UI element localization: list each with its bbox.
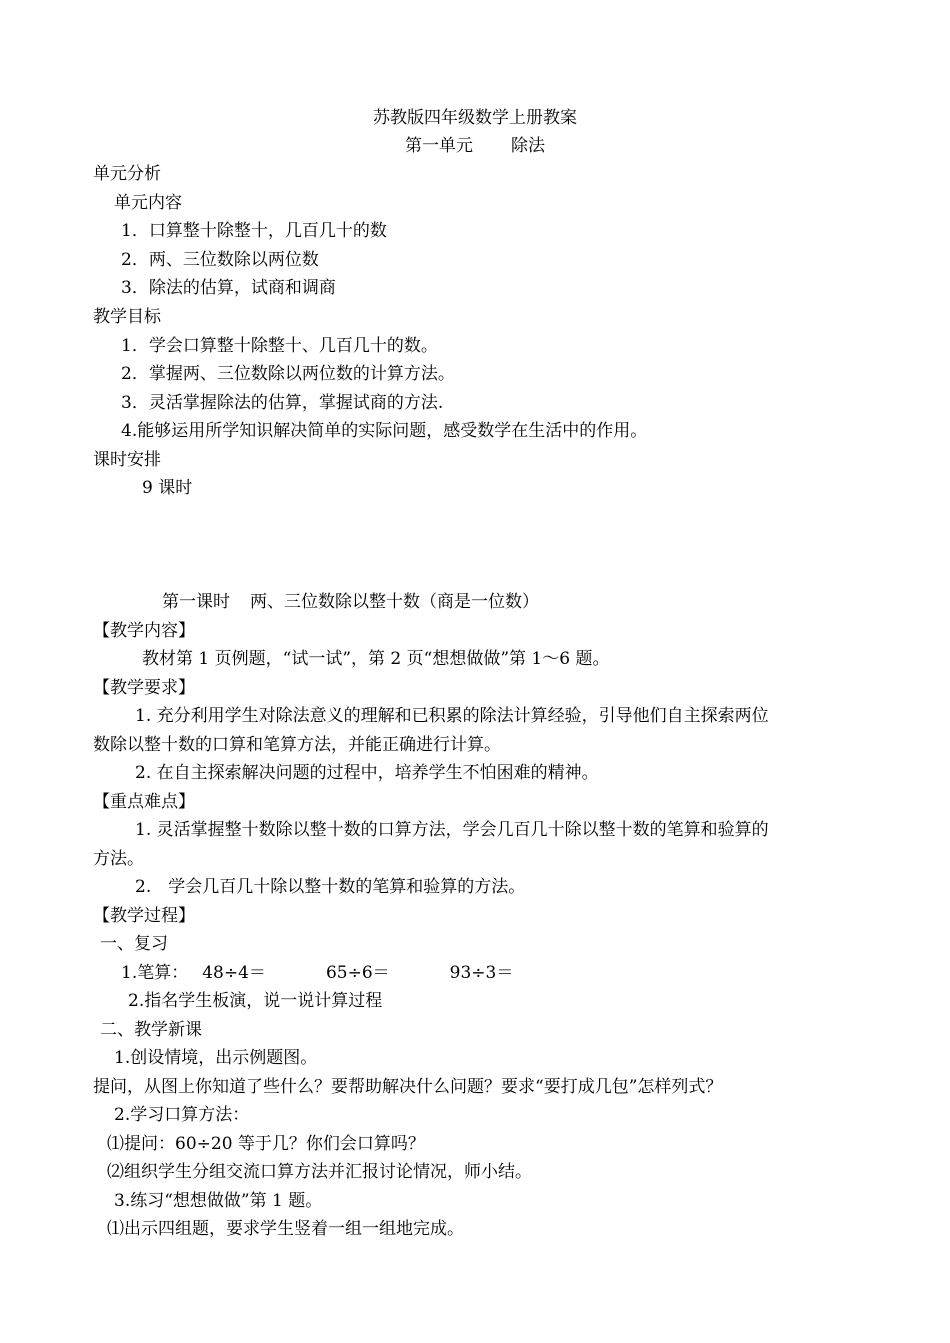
unit-subject: 除法 (511, 136, 545, 156)
content-item-1: 1．口算整十除整十，几百几十的数 (121, 221, 387, 241)
new-lesson-step-1: 1.创设情境，出示例题图。 (114, 1048, 318, 1068)
unit-content-heading: 单元内容 (114, 193, 182, 213)
review-item-2: 2.指名学生板演，说一说计算过程 (128, 991, 383, 1011)
schedule-value: 9 课时 (142, 478, 193, 498)
review-equation-3: 93÷3＝ (449, 963, 514, 983)
requirement-1-line-2: 数除以整十数的口算和笔算方法，并能正确进行计算。 (93, 735, 501, 755)
lesson-title (162, 591, 539, 613)
goal-item-4: 4.能够运用所学知识解决简单的实际问题，感受数学在生活中的作用。 (121, 421, 648, 441)
schedule-heading: 课时安排 (93, 450, 161, 470)
goal-item-3: 3．灵活掌握除法的估算，掌握试商的方法. (121, 393, 444, 413)
goal-item-2: 2．掌握两、三位数除以两位数的计算方法。 (121, 364, 455, 384)
requirement-2: 2. 在自主探索解决问题的过程中，培养学生不怕困难的精神。 (135, 763, 599, 783)
new-lesson-step-2b: ⑵组织学生分组交流口算方法并汇报讨论情况，师小结。 (107, 1162, 532, 1182)
new-lesson-step-2a: ⑴提问：60÷20 等于几？你们会口算吗？ (107, 1134, 425, 1154)
review-item-1 (121, 962, 513, 984)
content-item-2: 2．两、三位数除以两位数 (121, 250, 319, 270)
review-label: 1.笔算： (121, 963, 189, 983)
teaching-content-heading: 【教学内容】 (93, 621, 195, 641)
lesson-title-number: 第一课时 (162, 592, 230, 612)
doc-title: 苏教版四年级数学上册教案 (373, 108, 577, 128)
key-point-1-line-1: 1. 灵活掌握整十数除以整十数的口算方法，学会几百几十除以整十数的笔算和验算的 (135, 820, 769, 840)
goals-heading: 教学目标 (93, 307, 161, 327)
goal-item-1: 1．学会口算整十除整十、几百几十的数。 (121, 336, 438, 356)
teaching-content-text: 教材第 1 页例题，“试一试”，第 2 页“想想做做”第 1～6 题。 (142, 649, 610, 669)
new-lesson-step-3: 3.练习“想想做做”第 1 题。 (114, 1191, 323, 1211)
review-equation-1: 48÷4＝ (202, 963, 266, 983)
unit-title: 第一单元 (405, 136, 473, 156)
new-lesson-step-2: 2.学习口算方法： (114, 1105, 250, 1125)
review-heading: 一、复习 (100, 934, 168, 954)
lesson-title-topic: 两、三位数除以整十数（商是一位数） (250, 592, 539, 612)
new-lesson-heading: 二、教学新课 (100, 1020, 202, 1040)
requirement-1-line-1: 1. 充分利用学生对除法意义的理解和已积累的除法计算经验，引导他们自主探索两位 (135, 706, 769, 726)
content-item-3: 3．除法的估算，试商和调商 (121, 278, 336, 298)
process-heading: 【教学过程】 (93, 906, 195, 926)
new-lesson-step-3a: ⑴出示四组题，要求学生竖着一组一组地完成。 (107, 1219, 464, 1239)
unit-analysis-heading: 单元分析 (93, 164, 161, 184)
key-point-1-line-2: 方法。 (93, 849, 144, 869)
unit-heading (0, 135, 950, 157)
new-lesson-question: 提问，从图上你知道了些什么？要帮助解决什么问题？要求“要打成几包”怎样列式？ (93, 1077, 723, 1097)
requirements-heading: 【教学要求】 (93, 678, 195, 698)
key-points-heading: 【重点难点】 (93, 792, 195, 812)
key-point-2: 2. 学会几百几十除以整十数的笔算和验算的方法。 (135, 877, 526, 897)
review-equation-2: 65÷6＝ (325, 963, 390, 983)
